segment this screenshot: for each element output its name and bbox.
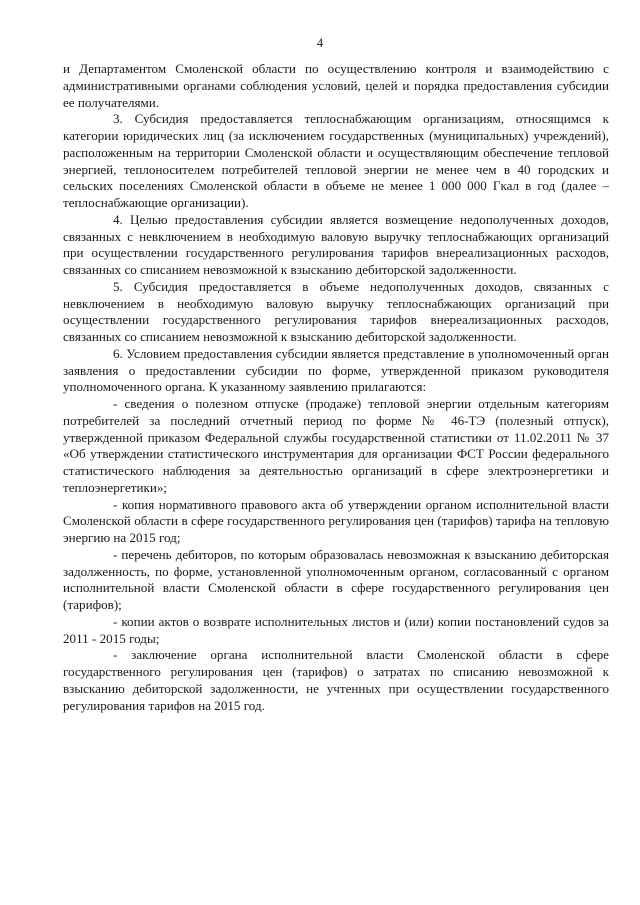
paragraph-3: 3. Субсидия предоставляется теплоснабжающим организациям, относящимся к категории юридических лиц (за исключением государственных (муниципальных) учреждений), расположенным на территории Смоленской области и осуществляющим обеспечение тепловой энергией, теплоносителем потребителей тепловой энергии не менее чем в 40 городских и сельских поселениях Смоленской области в объеме не менее 1 000 000 Гкал в год (далее – теплоснабжающие организации).	[63, 111, 609, 210]
paragraph-4: 4. Целью предоставления субсидии является возмещение недополученных доходов, связанных с невключением в необходимую валовую выручку теплоснабжающих организаций при осуществлении государственного регулирования тарифов внереализационных расходов, связанных со списанием невозможной к взысканию дебиторской задолженности.	[63, 211, 609, 277]
list-item-heat-supply-info: - сведения о полезном отпуске (продаже) тепловой энергии отдельным категориям потребителей за последний отчетный период по форме № 46-ТЭ (полезный отпуск), утвержденной приказом Федеральной службы государственной статистики от 11.02.2011 № 37 «Об утверждении статистического инструментария для организации ФСТ России федерального статистического наблюдения за деятельностью организаций в сфере электроэнергетики и теплоэнергетики»;	[63, 396, 609, 495]
document-body	[63, 61, 609, 714]
paragraph-5: 5. Субсидия предоставляется в объеме недополученных доходов, связанных с невключением в необходимую валовую выручку теплоснабжающих организаций при осуществлении государственного регулирования тарифов внереализационных расходов, связанных со списанием невозможной к взысканию дебиторской задолженности.	[63, 278, 609, 344]
page-number: 4	[316, 36, 324, 50]
paragraph-6: 6. Условием предоставления субсидии является представление в уполномоченный орган заявления о предоставлении субсидии по форме, утвержденной приказом руководителя уполномоченного органа. К указанному заявлению прилагаются:	[63, 345, 609, 395]
paragraph-continuation: и Департаментом Смоленской области по осуществлению контроля и взаимодействию с административными органами соблюдения условий, целей и порядка предоставления субсидии ее получателями.	[63, 61, 609, 110]
list-item-tariff-act-copy: - копия нормативного правового акта об утверждении органом исполнительной власти Смоленской области в сфере государственного регулирования цен (тарифов) тарифа на тепловую энергию на 2015 год;	[63, 496, 609, 545]
list-item-regulator-conclusion: - заключение органа исполнительной власти Смоленской области в сфере государственного регулирования цен (тарифов) о затратах по списанию невозможной к взысканию дебиторской задолженности, не учтенных при осуществлении государственного регулирования тарифов на 2015 год.	[63, 647, 609, 713]
list-item-debtors-list: - перечень дебиторов, по которым образовалась невозможная к взысканию дебиторская задолженность, по форме, установленной уполномоченным органом, согласованный с органом исполнительной власти Смоленской области в сфере государственного регулирования цен (тарифов);	[63, 546, 609, 612]
list-item-court-acts: - копии актов о возврате исполнительных листов и (или) копии постановлений судов за 2011 - 2015 годы;	[63, 613, 609, 646]
